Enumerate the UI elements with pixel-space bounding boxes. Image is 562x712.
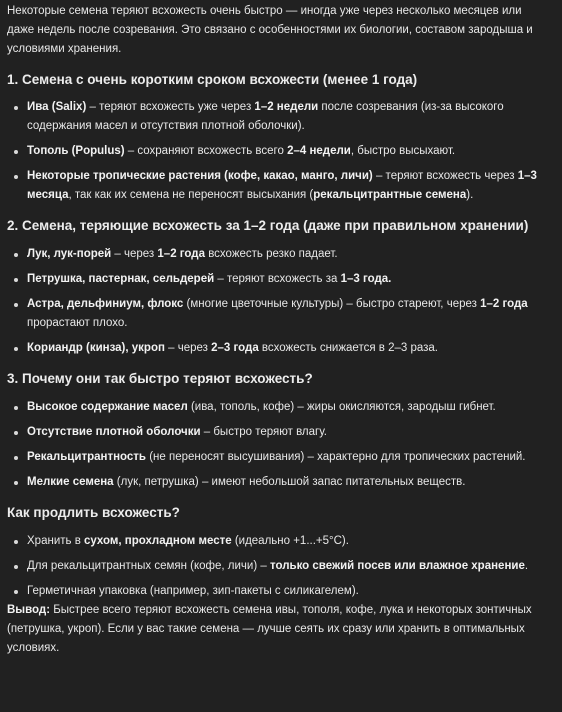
item-text: – теряют всхожесть за bbox=[214, 273, 341, 285]
item-text: , быстро высыхают. bbox=[350, 145, 456, 157]
bullet-icon bbox=[14, 253, 18, 257]
list-item bbox=[7, 582, 550, 601]
item-text: после созревания (из-за высокого содержания масел и отсутствия плотной оболочки). bbox=[27, 101, 504, 132]
conclusion-label: Вывод: bbox=[7, 604, 51, 616]
item-bold-text: Петрушка, пастернак, сельдерей bbox=[27, 273, 215, 285]
item-text: (ива, тополь, кофе) – жиры окисляются, зародыш гибнет. bbox=[187, 401, 496, 413]
item-text: , так как их семена не переносят высыхания ( bbox=[68, 189, 314, 201]
list-item bbox=[7, 532, 550, 551]
section-1-list bbox=[7, 98, 550, 205]
section-3-heading: 3. Почему они так быстро теряют всхожесть? bbox=[7, 371, 313, 386]
item-bold-text: Тополь (Populus) bbox=[27, 145, 125, 157]
item-text: . bbox=[524, 560, 529, 572]
item-text: всхожесть резко падает. bbox=[205, 248, 338, 260]
conclusion-text: Быстрее всего теряют всхожесть семена ивы, тополя, кофе, лука и некоторых зонтичных (петрушка, укроп). Если у вас такие семена — лучше сеять их сразу или хранить в оптимальных условиях. bbox=[7, 604, 532, 654]
item-bold-text: рекальцитрантные семена bbox=[313, 189, 467, 201]
section-4-heading: Как продлить всхожесть? bbox=[7, 505, 180, 520]
section-4-list bbox=[7, 532, 550, 601]
section-2-list bbox=[7, 245, 550, 358]
item-text: ). bbox=[466, 189, 474, 201]
item-bold-text: Лук, лук-порей bbox=[27, 248, 112, 260]
section-3-list bbox=[7, 398, 550, 492]
list-item bbox=[7, 448, 550, 467]
list-item bbox=[7, 339, 550, 358]
section-2-heading: 2. Семена, теряющие всхожесть за 1–2 года (даже при правильном хранении) bbox=[7, 218, 529, 233]
bullet-icon bbox=[14, 456, 18, 460]
bullet-icon bbox=[14, 590, 18, 594]
list-item bbox=[7, 245, 550, 264]
item-text: (многие цветочные культуры) – быстро стареют, через bbox=[183, 298, 481, 310]
list-item bbox=[7, 473, 550, 492]
item-text: Герметичная упаковка (например, зип-пакеты с силикагелем). bbox=[27, 585, 359, 597]
item-bold-text: 1–3 месяца bbox=[27, 170, 537, 201]
item-bold-text: Отсутствие плотной оболочки bbox=[27, 426, 201, 438]
list-item bbox=[7, 98, 550, 136]
list-item bbox=[7, 270, 550, 289]
item-bold-text: только свежий посев или влажное хранение bbox=[269, 560, 525, 572]
list-item bbox=[7, 142, 550, 161]
item-bold-text: Мелкие семена bbox=[27, 476, 114, 488]
bullet-icon bbox=[14, 278, 18, 282]
bullet-icon bbox=[14, 175, 18, 179]
item-bold-text: 1–3 года. bbox=[340, 273, 392, 285]
bullet-icon bbox=[14, 431, 18, 435]
item-text: (лук, петрушка) – имеют небольшой запас питательных веществ. bbox=[113, 476, 466, 488]
item-bold-text: 2–4 недели bbox=[287, 145, 351, 157]
item-bold-text: 1–2 года bbox=[157, 248, 205, 260]
item-text: – сохраняют всхожесть всего bbox=[124, 145, 288, 157]
item-text: – через bbox=[164, 342, 212, 354]
item-text: – через bbox=[111, 248, 158, 260]
bullet-icon bbox=[14, 303, 18, 307]
bullet-icon bbox=[14, 406, 18, 410]
list-item bbox=[7, 398, 550, 417]
item-text: (не переносят высушивания) – характерно для тропических растений. bbox=[146, 451, 526, 463]
item-bold-text: Высокое содержание масел bbox=[27, 401, 188, 413]
item-text: Для рекальцитрантных семян (кофе, личи) – bbox=[27, 560, 270, 572]
bullet-icon bbox=[14, 565, 18, 569]
item-text: – быстро теряют влагу. bbox=[200, 426, 328, 438]
list-item bbox=[7, 295, 550, 333]
item-text: Хранить в bbox=[27, 535, 84, 547]
intro-paragraph: Некоторые семена теряют всхожесть очень быстро — иногда уже через несколько месяцев или даже недель после созревания. Это связано с особенностями их биологии, составом зародыша и условиями хранения. bbox=[7, 5, 533, 55]
item-text: (идеально +1...+5°C). bbox=[231, 535, 349, 547]
item-bold-text: Некоторые тропические растения (кофе, какао, манго, личи) bbox=[27, 170, 373, 182]
item-bold-text: Рекальцитрантность bbox=[27, 451, 146, 463]
item-bold-text: 2–3 года bbox=[211, 342, 259, 354]
item-bold-text: сухом, прохладном месте bbox=[84, 535, 232, 547]
bullet-icon bbox=[14, 150, 18, 154]
bullet-icon bbox=[14, 347, 18, 351]
list-item bbox=[7, 557, 550, 576]
bullet-icon bbox=[14, 540, 18, 544]
item-text: прорастают плохо. bbox=[27, 317, 128, 329]
item-bold-text: Кориандр (кинза), укроп bbox=[27, 342, 165, 354]
item-bold-text: Ива (Salix) bbox=[27, 101, 87, 113]
item-bold-text: 1–2 недели bbox=[254, 101, 319, 113]
item-bold-text: 1–2 года bbox=[480, 298, 528, 310]
bullet-icon bbox=[14, 481, 18, 485]
item-text: – теряют всхожесть уже через bbox=[86, 101, 255, 113]
item-bold-text: Астра, дельфиниум, флокс bbox=[27, 298, 184, 310]
conclusion-paragraph bbox=[7, 601, 550, 658]
section-1-heading: 1. Семена с очень коротким сроком всхожести (менее 1 года) bbox=[7, 72, 418, 87]
item-text: – теряют всхожесть через bbox=[372, 170, 518, 182]
list-item bbox=[7, 167, 550, 205]
bullet-icon bbox=[14, 106, 18, 110]
item-text: всхожесть снижается в 2–3 раза. bbox=[258, 342, 438, 354]
list-item bbox=[7, 423, 550, 442]
